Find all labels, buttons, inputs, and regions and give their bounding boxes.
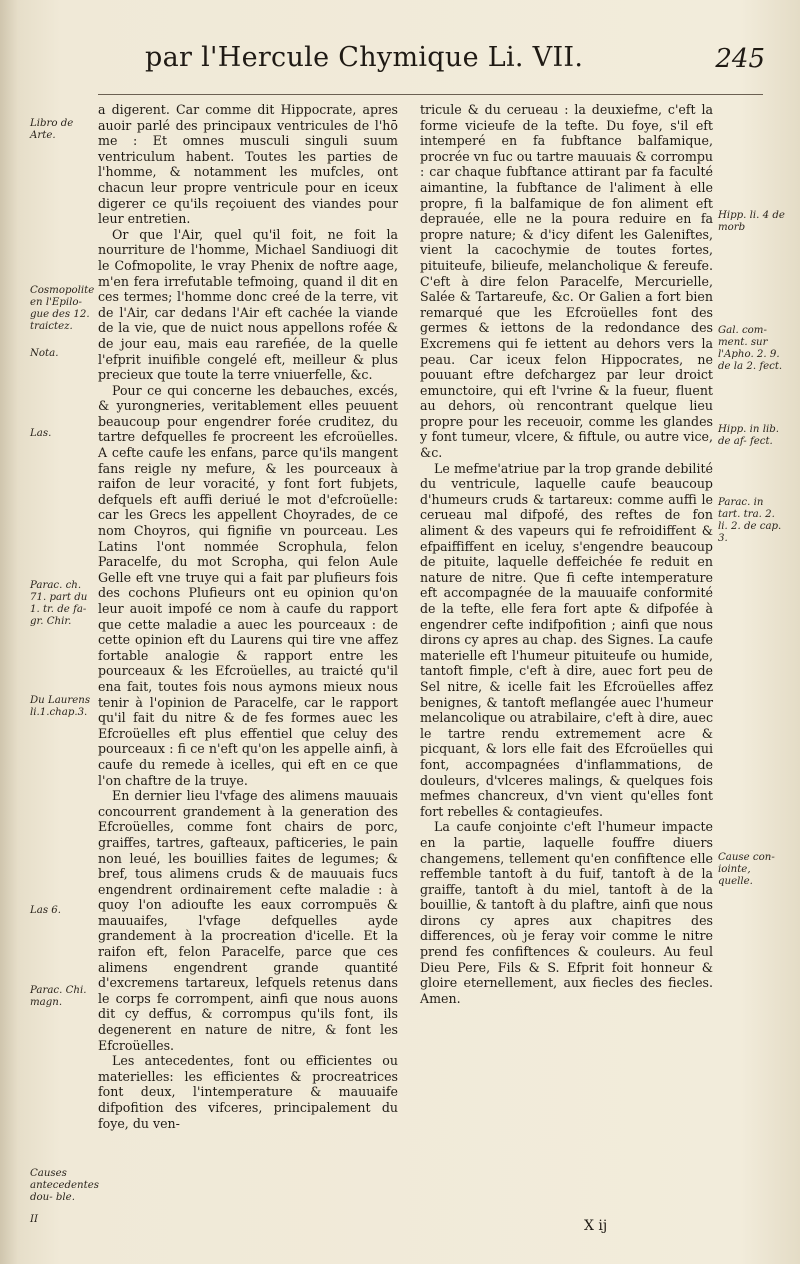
margin-note: Gal. com- ment. sur l'Apho. 2. 9. de la 2. fect. xyxy=(718,325,783,372)
margin-note: Causes antecedentes dou- ble. xyxy=(30,1168,99,1203)
margin-note: Parac. ch. 71. part du 1. tr. de fa- gr. Chir. xyxy=(30,580,88,627)
margin-note: Cause con- iointe, quelle. xyxy=(718,852,775,887)
signature-mark: X ij xyxy=(584,1218,608,1234)
margin-note: Las. xyxy=(30,428,52,439)
margin-note: Du Laurens li.1.chap.3. xyxy=(30,695,91,718)
header-rule xyxy=(98,94,763,95)
margin-note: Parac. in tart. tra. 2. li. 2. de cap. 3. xyxy=(718,497,782,544)
paragraph: La caufe conjointe c'eft l'humeur impacte en la partie, laquelle fouffre diuers changemens, tellement qu'en confiftence elle reffemble tantoft à du fuif, tantoft à de la graiffe, tantoft à du miel, tantoft à de la bouillie, & tantoft à du plaftre, ainfi que nous dirons cy apres aux chapitres des differences, où je feray voir comme le nitre prend fes confiftences & couleurs. Au feul Dieu Pere, Fils & S. Efprit foit honneur & gloire eternellement, aux fiecles des fiecles. Amen. xyxy=(420,819,713,1006)
left-column xyxy=(98,102,398,1131)
paragraph: Pour ce qui concerne les debauches, excés, & yurongneries, veritablement elles peuuent beaucoup pour engendrer forée cruditez, du tartre defquelles fe procreent les efcroüelles. A cefte caufe les enfans, parce qu'ils mangent fans reigle ny mefure, & les pourceaux à raifon de leur voracité, y font fort fubjets, defquels eft auffi deriué le mot d'efcroüelle: car les Grecs les appellent Choyrades, de ce nom Choyros, qui fignifie vn pourceau. Les Latins l'ont nommée Scrophula, felon Paracelfe, du mot Scropha, qui felon Aule Gelle eft vne truye qui a fait par plufieurs fois des cochons Plufieurs ont eu opinion qu'on leur auoit impofé ce nom à caufe du rapport que cette maladie a auec les pourceaux : de cette opinion eft du Laurens qui tire vne affez fortable analogie & rapport entre les pourceaux & les Efcroüelles, au traicté qu'il ena fait, toutes fois nous aymons mieux nous tenir à l'opinion de Paracelfe, car le rapport qu'il fait du nitre & de fes formes auec les Efcroüelles eft plus effentiel que celuy des pourceaux : fi ce n'eft qu'on les appelle ainfi, à caufe du remede à icelles, qui eft en ce que l'on chaftre de la truye. xyxy=(98,382,398,788)
paragraph: Le mefme'atriue par la trop grande debilité du ventricule, laquelle caufe beaucoup d'humeurs cruds & tartareux: comme auffi le cerueau mal difpofé, des reftes de fon aliment & des vapeurs qui fe refroidiffent & efpaiffiffent en iceluy, s'engendre beaucoup de pituite, laquelle deffeichée fe reduit en nature de nitre. Que fi cefte intemperature eft accompagnée de la mauuaife conformité de la tefte, elle fera fort apte & difpofée à engendrer cefte indifpofition ; ainfi que nous dirons cy apres au chap. des Signes. La caufe materielle eft l'humeur pituiteufe ou humide, tantoft fimple, c'eft à dire, auec fort peu de Sel nitre, & icelle fait les Efcroüelles affez benignes, & tantoft meflangée auec l'humeur melancolique ou atrabilaire, c'eft à dire, auec le tartre rendu extremement acre & picquant, & lors elle fait des Efcroüelles qui font, accompagnées d'inflammations, de douleurs, d'vlceres malings, & quelques fois mefmes chancreux, d'vn vient qu'elles font fort rebelles & contagieufes. xyxy=(420,460,713,819)
paragraph: Les antecedentes, font ou efficientes ou materielles: les efficientes & procreatrices font deux, l'intemperature & mauuaife difpofition des vifceres, principalement du foye, du ven- xyxy=(98,1053,398,1131)
margin-note: Hipp. in lib. de af- fect. xyxy=(718,424,779,447)
margin-note: Parac. Chi. magn. xyxy=(30,985,87,1008)
paragraph: tricule & du cerueau : la deuxiefme, c'eft la forme vicieufe de la tefte. Du foye, s'il eft intemperé en fa fubftance balfamique, procrée vn fuc ou tartre mauuais & corrompu : car chaque fubftance attirant par fa faculté aimantine, la fubftance de l'aliment à elle propre, fi la balfamique de fon aliment eft deprauée, elle ne la poura reduire en fa propre nature; & d'icy difent les Galeniftes, vient la cacochymie de toutes fortes, pituiteufe, bilieufe, melancholique & fereufe. C'eft à dire felon Paracelfe, Mercurielle, Salée & Tartareufe, &c. Or Galien a fort bien remarqué que les Efcroüelles font des germes & iettons de la redondance des Excremens qui fe iettent au dehors vers la peau. Car iceux felon Hippocrates, ne pouuant eftre defchargez par leur droict emunctoire, qui eft l'vrine & la fueur, fluent au dehors, où rencontrant quelque lieu propre pour les receuoir, comme les glandes y font tumeur, vlcere, & fiftule, ou autre vice, &c. xyxy=(420,102,713,461)
running-title: par l'Hercule Chymique Li. VII. xyxy=(145,42,584,73)
margin-note: Las 6. xyxy=(30,905,62,916)
paragraph: Or que l'Air, quel qu'il foit, ne foit la nourriture de l'homme, Michael Sandiuogi dit le Cofmopolite, le vray Phenix de noftre aage, m'en fera irrefutable tefmoing, quand il dit en ces termes; l'homme donc creé de la terre, vit de l'Air, car dedans l'Air eft cachée la viande de la vie, que de nuict nous appellons rofée & de jour eau, mais eau rarefiée, de la quelle l'efprit inuifible congelé eft, meilleur & plus precieux que toute la terre vniuerfelle, &c. xyxy=(98,226,398,383)
margin-note: Nota. xyxy=(30,348,59,359)
margin-note: Hipp. li. 4 de morb xyxy=(718,210,785,233)
paragraph: En dernier lieu l'vfage des alimens mauuais concourrent grandement à la generation des Efcroüelles, comme font chairs de porc, graiffes, tartres, gafteaux, pafticeries, le pain non leué, les bouillies faites de legumes; & bref, tous alimens cruds & de mauuais fucs engendrent ordinairement cefte maladie : à quoy l'on adioufte les eaux corrompuës & mauuaifes, l'vfage defquelles ayde grandement à la procreation d'icelle. Et la raifon eft, felon Paracelfe, parce que ces alimens engendrent grande quantité d'excremens tartareux, lefquels retenus dans le corps fe corrompent, ainfi que nous auons dit cy deffus, & corrompus qu'ils font, ils degenerent en nature de nitre, & font les Efcroüelles. xyxy=(98,788,398,1053)
page-header xyxy=(145,42,765,102)
margin-note: Libro de Arte. xyxy=(30,118,74,141)
right-column xyxy=(420,102,713,1006)
margin-note: Cosmopolite en l'Epilo- gue des 12. traictez. xyxy=(30,285,95,332)
paragraph: a digerent. Car comme dit Hippocrate, apres auoir parlé des principaux ventricules de l'hō me : Et omnes musculi singuli suum ventriculum habent. Toutes les parties de l'homme, & notamment les mufcles, ont chacun leur propre ventricule pour en iceux digerer ce qu'ils reçoiuent des viandes pour leur entretien. xyxy=(98,102,398,227)
margin-note: II xyxy=(30,1214,39,1225)
page-number: 245 xyxy=(715,44,765,74)
